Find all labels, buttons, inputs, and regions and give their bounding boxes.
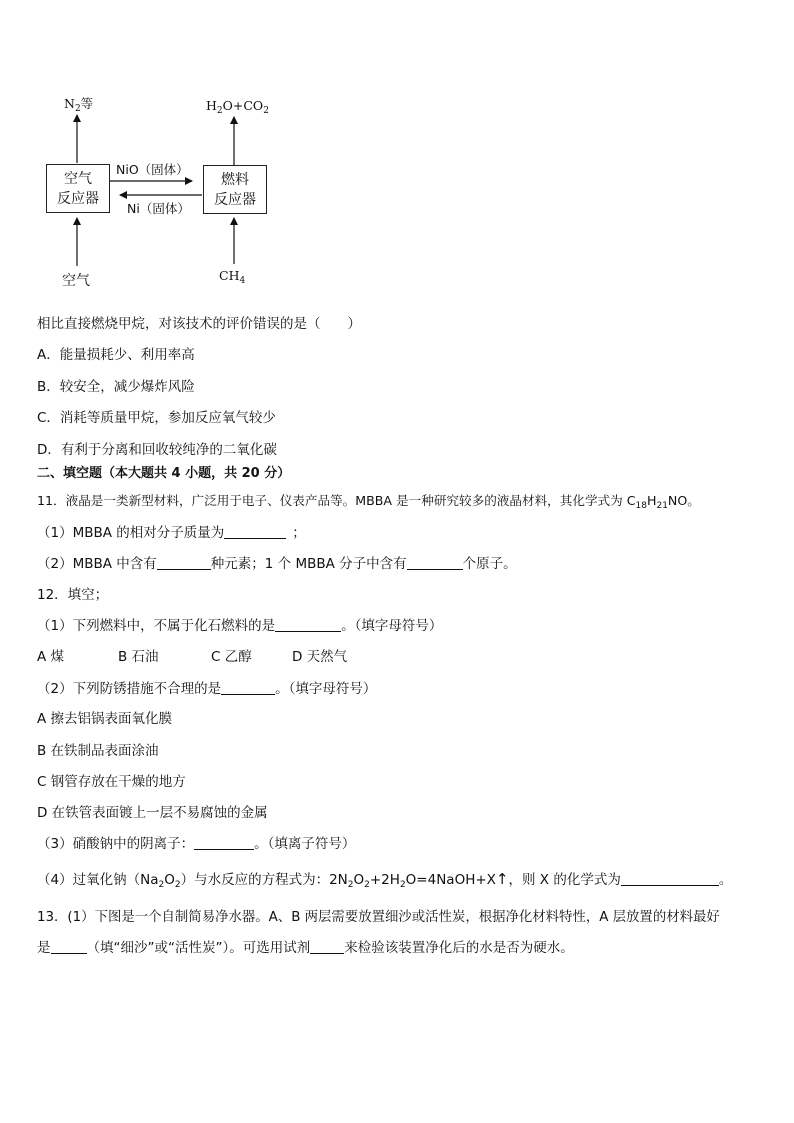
q13-line1: 13．(1）下图是一个自制简易净水器。A、B 两层需要放置细沙或活性炭，根据净化材料特性，A 层放置的材料最好 (37, 910, 720, 925)
q10-option-c: C．消耗等质量甲烷，参加反应氧气较少 (37, 410, 276, 426)
q11-stem-prefix: 11．液晶是一类新型材料，广泛用于电子、仪表产品等。MBBA 是一种研究较多的液晶材料，其化学式为 C (37, 493, 636, 508)
q12-part2-option-a: A 擦去铝锅表面氧化膜 (37, 711, 173, 727)
q11-part2-prefix: （2）MBBA 中含有 (37, 556, 157, 572)
answer-blank[interactable] (194, 835, 254, 850)
q11-stem-suffix: NO。 (667, 493, 700, 508)
q12-stem: 12．填空； (37, 587, 109, 603)
answer-blank[interactable] (221, 680, 275, 695)
answer-blank[interactable] (157, 555, 211, 570)
q13-line2-prefix: 是 (37, 940, 51, 956)
q12-part4-b: ）与水反应的方程式为：2N (180, 872, 348, 888)
diagram-arrows (0, 0, 794, 300)
q11-part2 (37, 552, 517, 572)
q11-sub1: 18 (635, 501, 647, 511)
section2-title: 二、填空题（本大题共 4 小题，共 20 分） (37, 466, 291, 481)
q13-line2-mid: （填“细沙”或“活性炭”）。可选用试剂 (86, 940, 311, 956)
q11-stem (37, 490, 700, 509)
q11-part2-suffix: 个原子。 (462, 556, 517, 572)
fuel-output-h: H (206, 98, 217, 113)
q12-part3 (37, 832, 355, 852)
q12-part4-b-sub3: 2 (399, 880, 406, 890)
q12-part4-a-sub2: 2 (174, 880, 181, 890)
q11-part1-prefix: （1）MBBA 的相对分子质量为 (37, 525, 225, 541)
q13-line2-suffix: 来检验该装置净化后的水是否为硬水。 (344, 940, 574, 956)
q12-part1-option-b: B 石油 (118, 649, 159, 665)
q12-part2-suffix: 。（填字母符号） (275, 681, 377, 697)
q10-option-b: B．较安全，减少爆炸风险 (37, 379, 195, 395)
air-output-n: N (64, 96, 75, 111)
fuel-output-sub2: 2 (263, 106, 269, 116)
q12-part4-b-mid3: O=4NaOH+X (405, 872, 496, 888)
q12-part4-b-sub2: 2 (364, 880, 370, 890)
q12-part4-b-sub1: 2 (347, 880, 354, 890)
answer-blank[interactable] (621, 871, 719, 886)
q12-part1-option-d: D 天然气 (292, 649, 348, 665)
q12-part1-suffix: 。（填字母符号） (341, 618, 443, 634)
air-input-label: 空气 (62, 273, 90, 289)
answer-blank[interactable] (310, 939, 344, 954)
fuel-input-label (219, 268, 246, 286)
answer-blank[interactable] (51, 939, 87, 954)
chemical-looping-diagram (0, 0, 794, 300)
air-output-sub: 2 (74, 104, 81, 114)
fuel-output-sub1: 2 (216, 106, 223, 116)
q11-part2-mid: 种元素；1 个 MBBA 分子中含有 (210, 556, 407, 572)
q10-option-d: D．有利于分离和回收较纯净的二氧化碳 (37, 442, 277, 458)
fuel-reactor-label-2: 反应器 (214, 191, 256, 208)
q12-part4 (37, 868, 732, 888)
q12-part4-c: ，则 X 的化学式为 (508, 872, 621, 888)
q12-part4-a: （4）过氧化钠（Na (37, 872, 159, 888)
q12-part2-option-b: B 在铁制品表面涂油 (37, 743, 159, 759)
q11-part1 (37, 521, 306, 541)
fuel-input-sub: 4 (239, 276, 246, 286)
answer-blank[interactable] (224, 524, 286, 539)
q12-part1-option-c: C 乙醇 (211, 649, 252, 665)
q12-part1-prefix: （1）下列燃料中，不属于化石燃料的是 (37, 618, 276, 634)
q12-part4-a-mid: O (164, 872, 175, 888)
air-output-label (64, 94, 93, 112)
q12-part3-suffix: 。（填离子符号） (254, 836, 356, 852)
fuel-output-label (206, 98, 269, 116)
q13-line2 (37, 936, 574, 956)
air-reactor-box (46, 164, 110, 213)
q11-part1-suffix: ； (292, 525, 306, 541)
fuel-input-ch: CH (219, 268, 240, 283)
answer-blank[interactable] (275, 617, 341, 632)
q11-mid: H (646, 493, 657, 508)
fuel-reactor-label-1: 燃料 (221, 171, 249, 188)
q12-part1 (37, 614, 442, 634)
q12-part2-option-d: D 在铁管表面镀上一层不易腐蚀的金属 (37, 805, 268, 821)
answer-blank[interactable] (407, 555, 463, 570)
q12-part2 (37, 677, 376, 697)
q11-sub2: 21 (656, 501, 668, 511)
ni-label: Ni（固体） (127, 201, 190, 216)
q10-stem: 相比直接燃烧甲烷，对该技术的评价错误的是（ ） (37, 316, 361, 332)
q12-part4-b-mid2: +2H (369, 872, 400, 888)
q12-part2-prefix: （2）下列防锈措施不合理的是 (37, 681, 222, 697)
nio-label: NiO（固体） (116, 162, 189, 177)
q12-part4-end: 。 (718, 872, 733, 888)
q12-part1-option-a: A 煤 (37, 649, 65, 665)
air-reactor-label-2: 反应器 (57, 190, 99, 207)
fuel-reactor-box (203, 165, 267, 214)
air-reactor-label-1: 空气 (64, 170, 92, 187)
air-output-suffix: 等 (80, 96, 94, 111)
q12-part3-prefix: （3）硝酸钠中的阴离子： (37, 836, 195, 852)
fuel-output-mid: O+CO (222, 98, 264, 113)
gas-up-arrow-icon: ↑ (495, 870, 509, 888)
q10-option-a: A．能量损耗少、利用率高 (37, 347, 195, 363)
q12-part4-a-sub1: 2 (158, 880, 165, 890)
q12-part4-b-mid1: O (353, 872, 365, 888)
q12-part2-option-c: C 钢管存放在干燥的地方 (37, 774, 186, 790)
